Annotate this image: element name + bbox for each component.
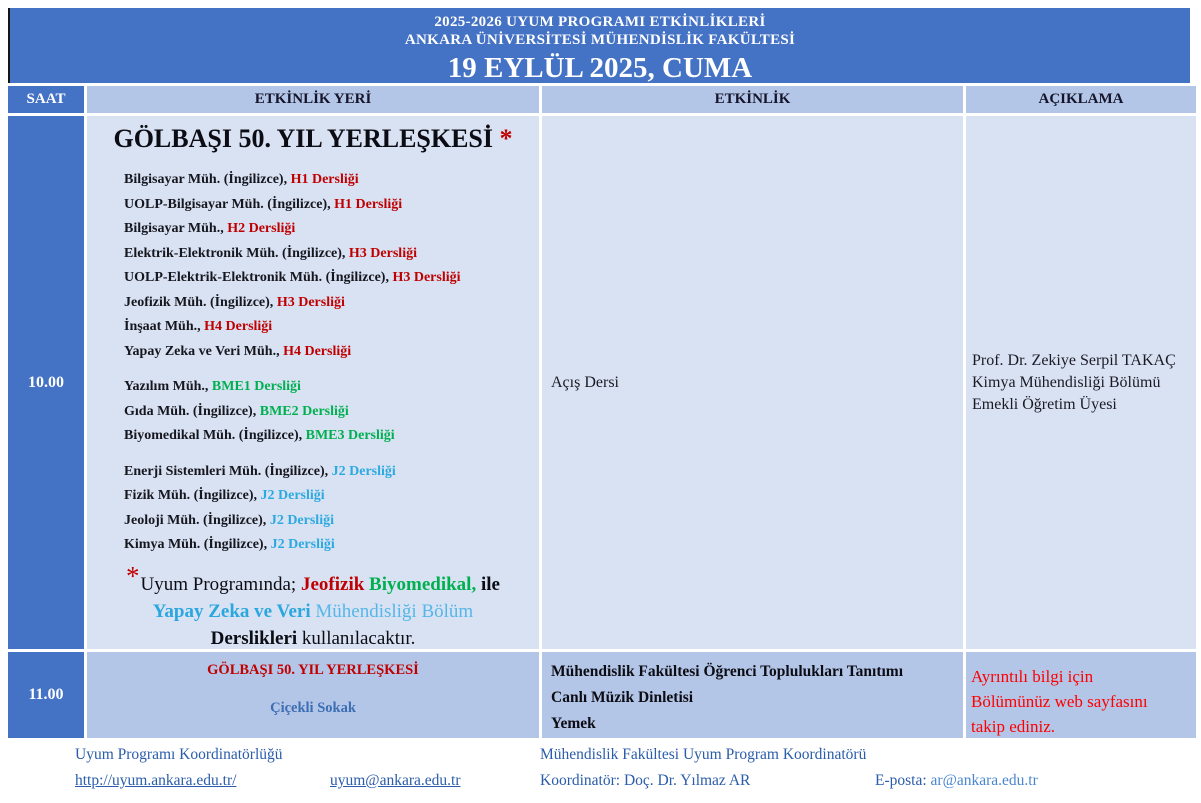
activity-cell-1000 <box>542 116 963 649</box>
classroom-item: İnşaat Müh., H4 Dersliği <box>124 319 273 334</box>
speaker-department: Kimya Mühendisliği Bölümü <box>972 373 1161 391</box>
note2-line: Bölümünüz web sayfasını <box>971 692 1148 711</box>
classroom-item: UOLP-Bilgisayar Müh. (İngilizce), H1 Dersliği <box>124 196 403 212</box>
footer-eposta-value[interactable]: ar@ankara.edu.tr <box>930 772 1038 789</box>
faculty-title: ANKARA ÜNİVERSİTESİ MÜHENDİSLİK FAKÜLTESİ <box>404 32 796 48</box>
classroom-item: Kimya Müh. (İngilizce), J2 Dersliği <box>124 537 335 552</box>
classroom-item: Elektrik-Elektronik Müh. (İngilizce), H3 Dersliği <box>124 245 417 261</box>
venue-title <box>87 122 539 156</box>
venue-title-text: GÖLBAŞI 50. YIL YERLEŞKESİ <box>113 124 494 153</box>
activity2-line: Canlı Müzik Dinletisi <box>551 689 694 706</box>
venue-footnote <box>87 560 539 650</box>
classroom-item: Fizik Müh. (İngilizce), J2 Dersliği <box>124 488 325 503</box>
note2-line: takip ediniz. <box>971 717 1056 736</box>
classroom-item: Yazılım Müh., BME1 Dersliği <box>124 379 301 394</box>
footer-coordinator: Koordinatör: Doç. Dr. Yılmaz AR <box>540 772 751 789</box>
classroom-item: Gıda Müh. (İngilizce), BME2 Dersliği <box>124 403 349 419</box>
classroom-group <box>87 375 539 449</box>
footer-mail-link[interactable]: uyum@ankara.edu.tr <box>330 772 461 789</box>
classroom-item: Jeoloji Müh. (İngilizce), J2 Dersliği <box>124 512 334 528</box>
note2-line: Ayrıntılı bilgi için <box>971 667 1094 686</box>
classroom-item: Biyomedikal Müh. (İngilizce), BME3 Dersliği <box>124 428 395 443</box>
schedule-table <box>8 86 1196 738</box>
classroom-item: UOLP-Elektrik-Elektronik Müh. (İngilizce), H3 Dersliği <box>124 270 461 285</box>
activity2-line: Yemek <box>551 715 596 732</box>
classroom-group <box>87 168 539 364</box>
classroom-list <box>87 168 539 558</box>
column-header-etkinlik: ETKİNLİK <box>542 86 963 113</box>
activity-text: Açış Dersi <box>551 373 619 391</box>
classroom-item: Enerji Sistemleri Müh. (İngilizce), J2 Dersliği <box>124 463 396 479</box>
footer <box>0 738 1201 803</box>
venue-cell-1000 <box>87 116 539 649</box>
speaker-title: Emekli Öğretim Üyesi <box>972 395 1117 413</box>
classroom-item: Jeofizik Müh. (İngilizce), H3 Dersliği <box>124 294 345 310</box>
time-cell-1100: 11.00 <box>8 652 84 738</box>
column-header-etkinlik-yeri: ETKİNLİK YERİ <box>87 86 539 113</box>
column-header-saat: SAAT <box>8 86 84 113</box>
note-cell-1100 <box>966 652 1196 738</box>
footer-url-link[interactable]: http://uyum.ankara.edu.tr/ <box>75 772 237 789</box>
date-title: 19 EYLÜL 2025, CUMA <box>447 52 753 84</box>
footnote-text: Uyum Programında; Jeofizik Biyomedikal, ile Yapay Zeka ve Veri Mühendisliği Bölüm Derslikleri kullanılacaktır. <box>140 573 500 649</box>
footer-org: Uyum Programı Koordinatörlüğü <box>75 746 283 763</box>
time-cell-1000: 10.00 <box>8 116 84 649</box>
venue-title-asterisk: * <box>499 124 513 153</box>
venue2-street: Çiçekli Sokak <box>270 700 356 716</box>
activity2-line: Mühendislik Fakültesi Öğrenci Toplulukları Tanıtımı <box>551 663 904 680</box>
classroom-item: Bilgisayar Müh., H2 Dersliği <box>124 221 296 236</box>
venue-cell-1100 <box>87 652 539 738</box>
classroom-item: Bilgisayar Müh. (İngilizce), H1 Dersliği <box>124 172 359 187</box>
title-banner <box>8 8 1190 83</box>
column-header-aciklama: AÇIKLAMA <box>966 86 1196 113</box>
note-cell-1000 <box>966 116 1196 649</box>
footnote-asterisk: * <box>126 560 140 591</box>
classroom-item: Yapay Zeka ve Veri Müh., H4 Dersliği <box>124 343 352 359</box>
footer-eposta-label: E-posta: <box>875 772 931 789</box>
venue2-title: GÖLBAŞI 50. YIL YERLEŞKESİ <box>207 662 419 678</box>
footer-eposta <box>875 772 1038 790</box>
speaker-name: Prof. Dr. Zekiye Serpil TAKAÇ <box>972 351 1176 369</box>
activity-cell-1100 <box>542 652 963 738</box>
footer-faculty-org: Mühendislik Fakültesi Uyum Program Koordinatörü <box>540 746 867 763</box>
classroom-group <box>87 460 539 558</box>
program-title: 2025-2026 UYUM PROGRAMI ETKİNLİKLERİ <box>434 14 766 30</box>
